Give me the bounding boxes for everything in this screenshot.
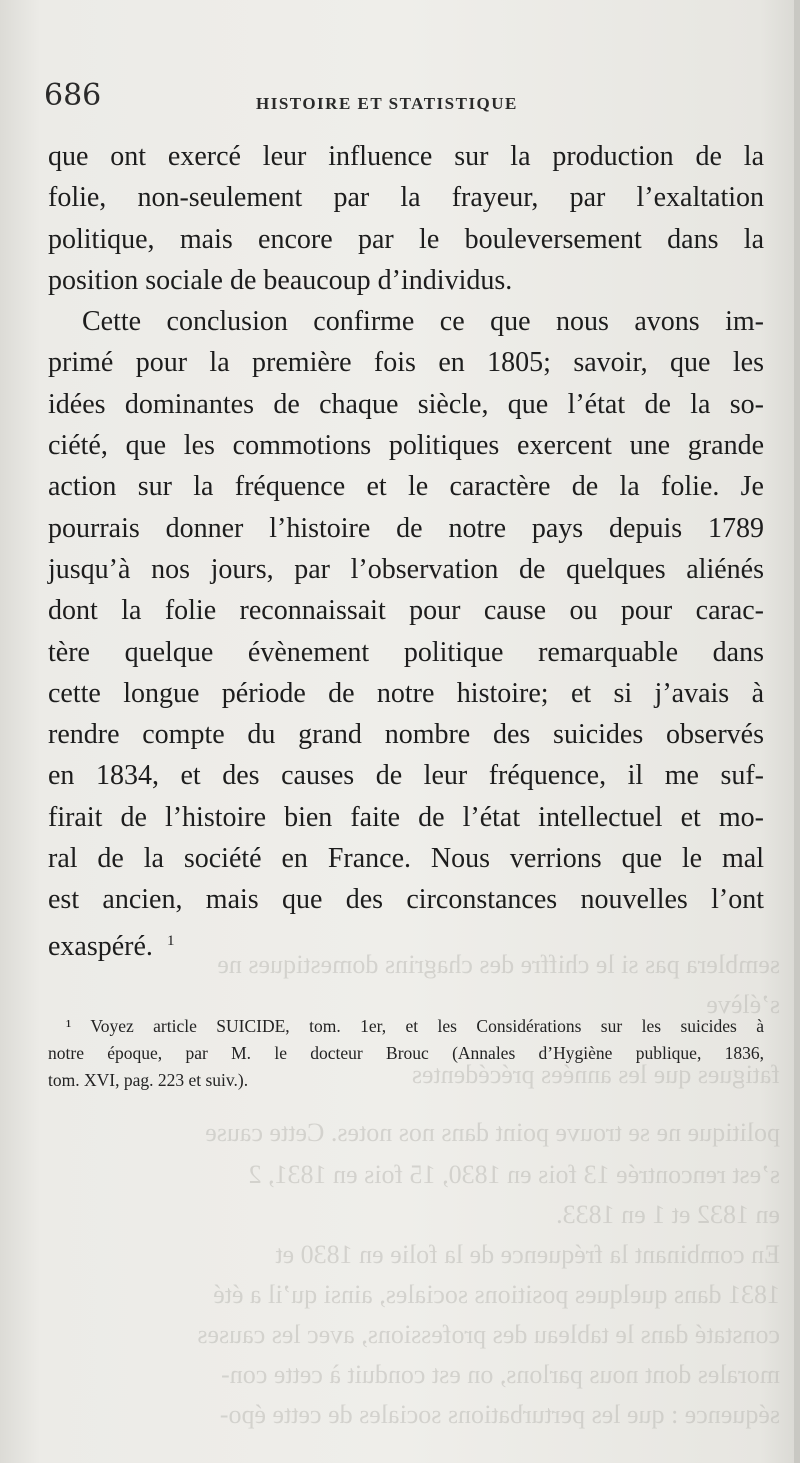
text-line: pourrais donner l’histoire de notre pays depuis 1789 — [48, 512, 764, 544]
page-header — [44, 78, 764, 118]
text-line: est ancien, mais que des circonstances nouvelles l’ont — [48, 884, 764, 916]
show-through-line: En combinant la fréquence de la folie en 1830 et — [275, 1240, 780, 1269]
text-line: politique, mais encore par le bouleversement dans la — [48, 223, 764, 255]
text-line: action sur la fréquence et le caractère de la folie. Je — [48, 471, 764, 503]
footnote-line: ¹ Voyez article SUICIDE, tom. 1er, et les Considérations sur les suicides à — [66, 1016, 764, 1036]
page-number: 686 — [44, 78, 102, 113]
footnote-line: notre époque, par M. le docteur Brouc (Annales d’Hygiène publique, 1836, — [48, 1043, 764, 1063]
page-edge — [794, 0, 800, 1463]
text-line: firait de l’histoire bien faite de l’état intellectuel et mo- — [48, 801, 764, 833]
show-through-line: s’élève — [706, 990, 780, 1019]
text-line: position sociale de beaucoup d’individus. — [48, 264, 513, 296]
show-through-line: fatigues que les années précédentes — [411, 1060, 780, 1089]
text-line: rendre compte du grand nombre des suicides observés — [48, 719, 764, 751]
text-line: ciété, que les commotions politiques exercent une grande — [48, 430, 764, 462]
body-text — [48, 136, 764, 967]
text-line: dont la folie reconnaissait pour cause ou pour carac- — [48, 595, 764, 627]
text-line: cette longue période de notre histoire; et si j’avais à — [48, 677, 764, 709]
show-through-line: séquence : que les perturbations sociales de cette épo- — [219, 1400, 780, 1429]
text-line: idées dominantes de chaque siècle, que l’état de la so- — [48, 388, 764, 420]
text-line: folie, non-seulement par la frayeur, par l’exaltation — [48, 182, 764, 214]
footnote — [48, 1013, 764, 1094]
show-through-line: semblera pas si le chiffre des chagrins domestiques ne — [217, 950, 780, 979]
show-through-line: politique ne se trouve point dans nos notes. Cette cause — [205, 1118, 780, 1147]
show-through-line: constaté dans le tableau des professions, avec les causes — [197, 1320, 780, 1349]
text-line-content: exaspéré. — [48, 930, 153, 962]
running-head: HISTOIRE ET STATISTIQUE — [256, 94, 518, 113]
show-through-line: s’est rencontrée 13 fois en 1830, 15 fois en 1831, 2 — [248, 1160, 780, 1189]
show-through-line: 1831 dans quelques positions sociales, ainsi qu’il a été — [213, 1280, 780, 1309]
text-line: en 1834, et des causes de leur fréquence, il me suf- — [48, 760, 764, 792]
text-line: jusqu’à nos jours, par l’observation de quelques aliénés — [48, 553, 764, 585]
footnote-line: tom. XVI, pag. 223 et suiv.). — [48, 1070, 249, 1090]
text-line — [48, 921, 764, 967]
text-line: ral de la société en France. Nous verrions que le mal — [48, 843, 764, 875]
footnote-reference[interactable]: 1 — [166, 932, 175, 949]
text-line: tère quelque évènement politique remarquable dans — [48, 636, 764, 668]
show-through-line: en 1832 et 1 en 1833. — [556, 1200, 780, 1229]
text-line: Cette conclusion confirme ce que nous avons im- — [82, 306, 764, 338]
text-line: primé pour la première fois en 1805; savoir, que les — [48, 347, 764, 379]
show-through-line: morales dont nous parlons, on est conduit à cette con- — [221, 1360, 780, 1389]
text-line: que ont exercé leur influence sur la production de la — [48, 141, 764, 172]
